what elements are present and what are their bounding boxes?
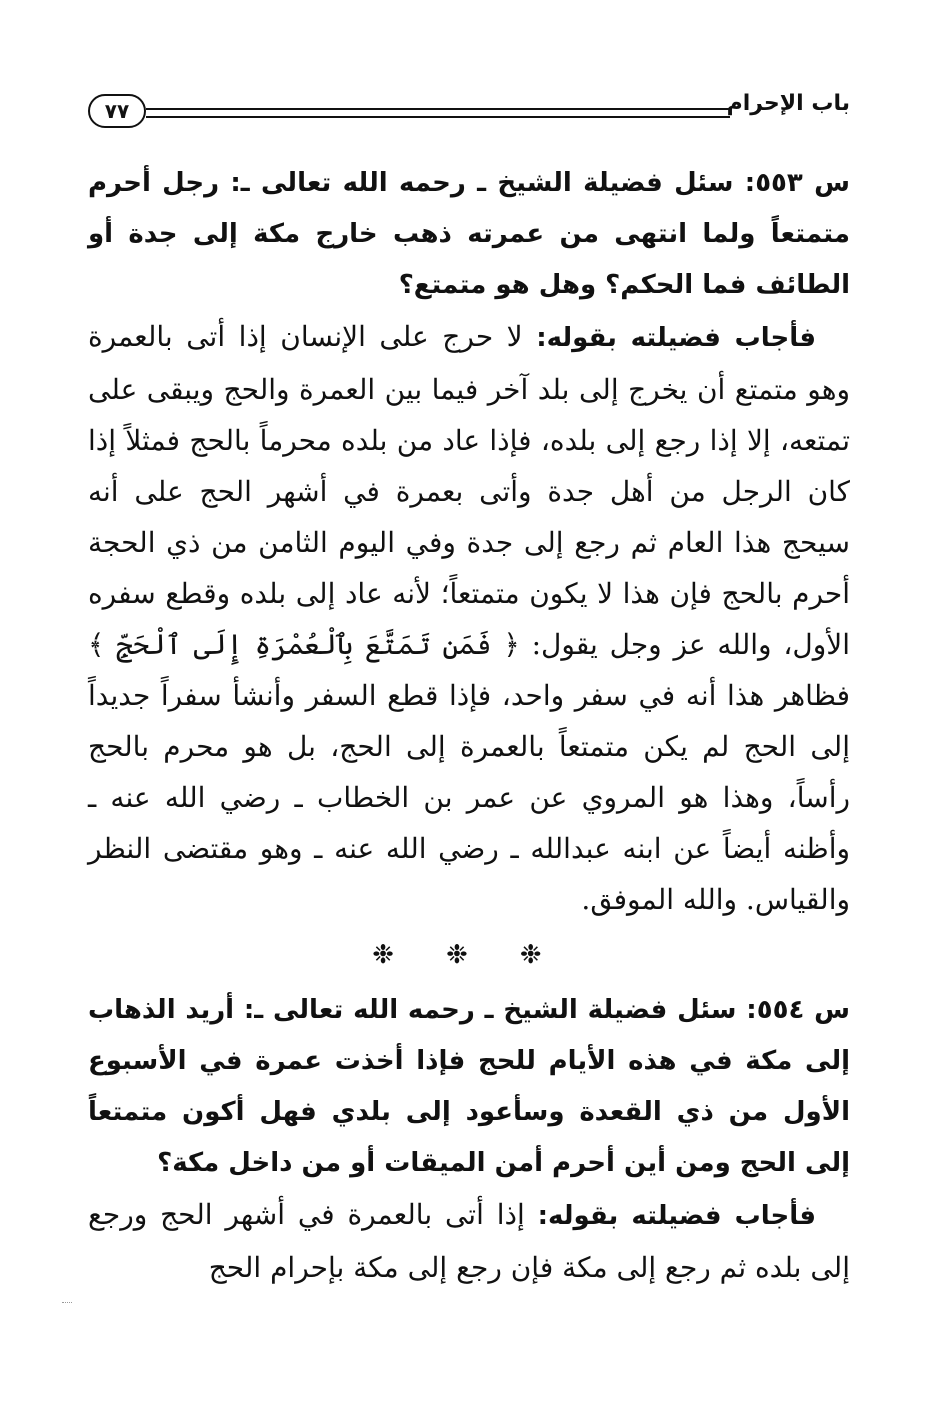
section-separator [88,925,850,985]
header-rule [146,108,730,118]
answer-text-part2: فظاهر هذا أنه في سفر واحد، فإذا قطع السفر وأنشأ سفراً جديداً إلى الحج لم يكن متمتعاً بالعمرة إلى الحج، بل هو محرم بالحج رأساً، وهذا هو المروي عن عمر بن الخطاب ـ رضي الله عنه ـ وأظنه أيضاً عن ابنه عبدالله ـ رضي الله عنه ـ وهو مقتضى النظر والقياس. والله الموفق. [88,679,850,916]
page-number: ٧٧ [88,94,146,128]
answer-lead: فأجاب فضيلته بقوله: [536,323,816,353]
page-content [88,158,850,1293]
answer-554 [88,1189,850,1293]
separator-mark: ❉ [519,940,566,970]
question-554 [88,985,850,1189]
question-number: س ٥٥٣: [744,168,850,198]
answer-text-part1: لا حرج على الإنسان إذا أتى بالعمرة وهو متمتع أن يخرج إلى بلد آخر فيما بين العمرة والحج ويبقى على تمتعه، إلا إذا رجع إلى بلده، فإذا عاد من بلده محرماً بالحج فمثلاً إذا كان الرجل من أهل جدة وأتى بعمرة في أشهر الحج على أنه سيحج هذا العام ثم رجع إلى جدة وفي اليوم الثامن من ذي الحجة أحرم بالحج فإن هذا لا يكون متمتعاً؛ لأنه عاد إلى بلده وقطع سفره الأول، والله عز وجل يقول: [88,320,850,661]
separator-mark: ❉ [446,940,492,970]
answer-lead: فأجاب فضيلته بقوله: [537,1201,816,1231]
page-header [88,84,850,144]
answer-553 [88,311,850,925]
question-text: سئل فضيلة الشيخ ـ رحمه الله تعالى ـ: أريد الذهاب إلى مكة في هذه الأيام للحج فإذا أخذت عمرة في الأسبوع الأول من ذي القعدة وسأعود إلى بلدي فهل أكون متمتعاً إلى الحج ومن أين أحرم أمن الميقات أو من داخل مكة؟ [88,995,850,1178]
footer-mark [62,1302,72,1305]
question-text: سئل فضيلة الشيخ ـ رحمه الله تعالى ـ: رجل أحرم متمتعاً ولما انتهى من عمرته ذهب خارج مكة إلى جدة أو الطائف فما الحكم؟ وهل هو متمتع؟ [88,168,850,300]
page [88,84,850,1384]
running-title: باب الإحرام [726,91,850,116]
question-553 [88,158,850,311]
separator-mark: ❉ [372,940,419,970]
question-number: س ٥٥٤: [746,995,850,1025]
quran-verse: ﴿ فَمَن تَمَتَّعَ بِٱلْعُمْرَةِ إِلَى ٱلْحَجِّ ﴾ [88,628,520,661]
answer-text: إذا أتى بالعمرة في أشهر الحج ورجع إلى بلده ثم رجع إلى مكة فإن رجع إلى مكة بإحرام الحج [88,1198,850,1284]
